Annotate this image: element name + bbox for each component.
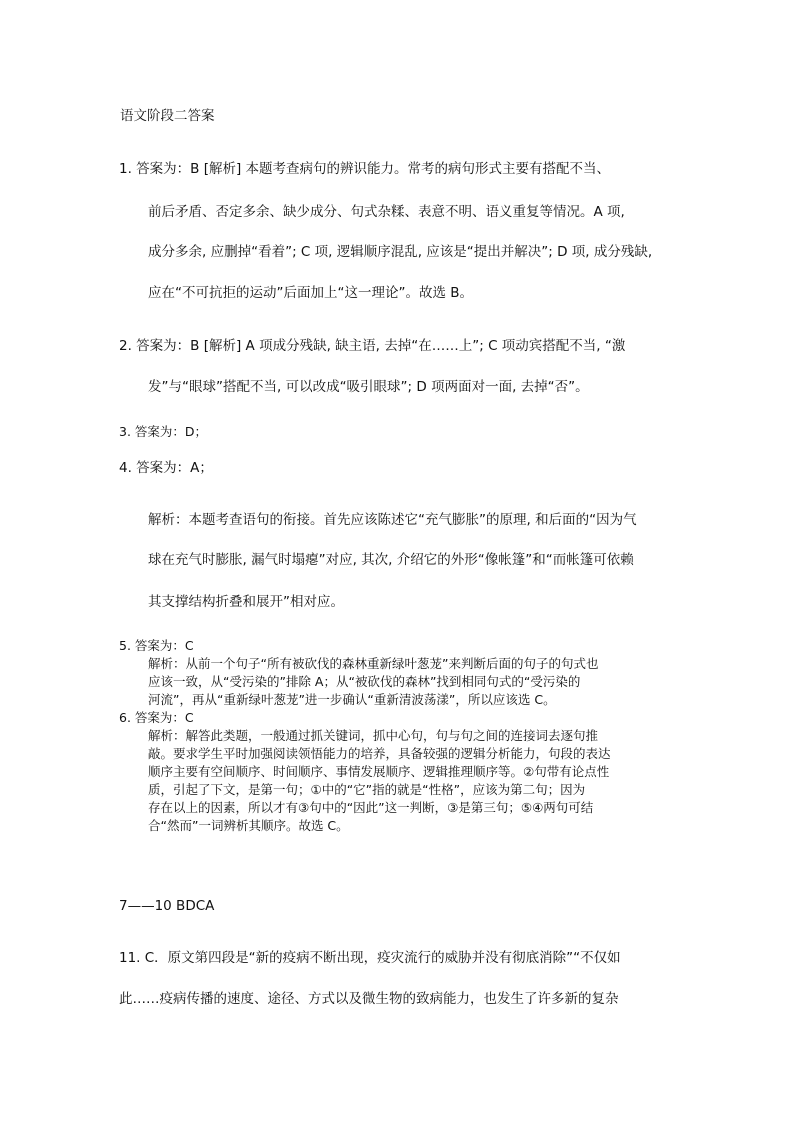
answer-4-line-3: 球在充气时膨胀, 漏气时塌瘪”对应, 其次, 介绍它的外形“像帐篷”和“而帐篷可依赖 <box>148 552 634 568</box>
page-title: 语文阶段二答案 <box>120 108 215 124</box>
answer-1-line-1: 1. 答案为：B [解析] 本题考查病句的辨识能力。常考的病句形式主要有搭配不当、 <box>119 161 611 177</box>
answer-7-10-line-1: 7——10 BDCA <box>119 898 215 914</box>
answer-1-line-3: 成分多余, 应删掉“看着”; C 项, 逻辑顺序混乱, 应该是“提出并解决”; D 项, 成分残缺, <box>148 244 653 260</box>
answer-6-line-6: 存在以上的因素，所以才有③句中的“因此”这一判断，③是第三句；⑤④两句可结 <box>148 800 594 815</box>
answer-2-line-2: 发”与“眼球”搭配不当, 可以改成“吸引眼球”; D 项两面对一面, 去掉“否”。 <box>148 379 589 395</box>
answer-11-line-2: 此……疫病传播的速度、途径、方式以及微生物的致病能力，也发生了许多新的复杂 <box>119 991 619 1007</box>
answer-6-line-5: 质，引起了下文，是第一句；①中的“它”指的就是“性格”，应该为第二句；因为 <box>148 782 586 797</box>
answer-4-line-1: 4. 答案为：A； <box>119 460 213 476</box>
answer-5-line-1: 5. 答案为：C <box>119 638 194 653</box>
answer-1-line-4: 应在“不可抗拒的运动”后面加上“这一理论”。故选 B。 <box>148 285 474 301</box>
answer-5-line-3: 应该一致，从“受污染的”排除 A；从“被砍伐的森林”找到相同句式的“受污染的 <box>148 674 581 689</box>
answer-1-line-2: 前后矛盾、否定多余、缺少成分、句式杂糅、表意不明、语义重复等情况。A 项, <box>148 204 625 220</box>
answer-6-line-3: 敲。要求学生平时加强阅读领悟能力的培养，具备较强的逻辑分析能力，句段的表达 <box>148 746 611 761</box>
answer-2-line-1: 2. 答案为：B [解析] A 项成分残缺, 缺主语, 去掉“在……上”; C 项动宾搭配不当, “激 <box>119 338 626 354</box>
answer-6-line-4: 顺序主要有空间顺序、时间顺序、事情发展顺序、逻辑推理顺序等。②句带有论点性 <box>148 764 610 779</box>
answer-5-line-2: 解析：从前一个句子“所有被砍伐的森林重新绿叶葱茏”来判断后面的句子的句式也 <box>148 656 599 671</box>
answer-3-line-1: 3. 答案为：D； <box>119 424 208 439</box>
answer-6-line-2: 解析：解答此类题，一般通过抓关键词，抓中心句，句与句之间的连接词去逐句推 <box>148 728 599 743</box>
answer-5-line-4: 河流”，再从“重新绿叶葱茏”进一步确认“重新清波荡漾”，所以应该选 C。 <box>148 692 556 707</box>
answer-6-line-1: 6. 答案为：C <box>119 710 194 725</box>
answer-4-line-2: 解析：本题考查语句的衔接。首先应该陈述它“充气膨胀”的原理, 和后面的“因为气 <box>148 512 637 528</box>
answer-11-line-1: 11. C．原文第四段是“新的疫病不断出现，疫灾流行的威胁并没有彻底消除”“不仅如 <box>119 950 621 966</box>
answer-6-line-7: 合“然而”一词辨析其顺序。故选 C。 <box>148 818 349 833</box>
answer-4-line-4: 其支撑结构折叠和展开”相对应。 <box>148 594 344 610</box>
